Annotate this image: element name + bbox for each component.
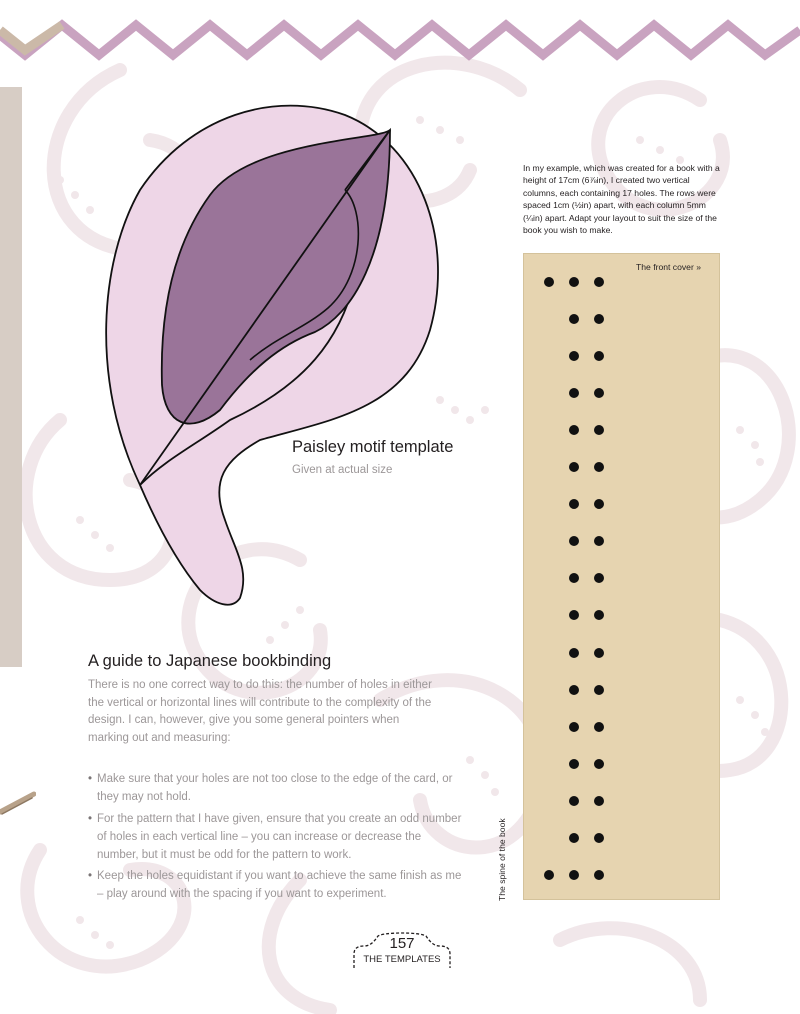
twig-decoration [0, 788, 36, 818]
binding-hole [594, 314, 604, 324]
binding-hole [594, 536, 604, 546]
binding-hole [594, 759, 604, 769]
bullet-icon: • [88, 870, 93, 882]
binding-hole [569, 573, 579, 583]
binding-hole [569, 314, 579, 324]
front-cover-hole-template [523, 253, 720, 900]
binding-hole [569, 536, 579, 546]
guide-title: A guide to Japanese bookbinding [88, 652, 332, 670]
motif-title: Paisley motif template [292, 438, 454, 456]
binding-hole [569, 759, 579, 769]
binding-hole [569, 833, 579, 843]
binding-hole [594, 573, 604, 583]
binding-hole [594, 610, 604, 620]
guide-intro: There is no one correct way to do this: the number of holes in either the vertical or horizontal lines will contribute to the complexity of the design. I can, however, give you some general pointers when marking out and measuring: [88, 679, 432, 744]
binding-hole [594, 685, 604, 695]
binding-hole [569, 722, 579, 732]
guide-bullet-list [88, 770, 463, 907]
motif-subtitle: Given at actual size [292, 464, 393, 476]
zigzag-border [0, 0, 800, 70]
binding-hole [569, 462, 579, 472]
page-tab [352, 930, 452, 970]
binding-hole [569, 796, 579, 806]
binding-hole [594, 351, 604, 361]
bullet-icon: • [88, 812, 93, 825]
binding-hole [569, 685, 579, 695]
spine-label: The spine of the book [497, 818, 507, 901]
binding-hole [569, 351, 579, 361]
list-item [88, 867, 463, 903]
binding-hole [594, 796, 604, 806]
binding-hole [594, 648, 604, 658]
binding-hole [594, 870, 604, 880]
binding-hole [544, 277, 554, 287]
paisley-motif-template [100, 100, 445, 615]
binding-hole [594, 722, 604, 732]
binding-hole [594, 462, 604, 472]
binding-hole [569, 610, 579, 620]
bullet-text: Keep the holes equidistant if you want to achieve the same finish as me – play around with the spacing if you want to experiment. [97, 870, 462, 900]
example-description: In my example, which was created for a book with a height of 17cm (6⅞in), I created two vertical columns, each containing 17 holes. The rows were spaced 1cm (½in) apart, with each column 5mm (¼in) apart. Adapt your layout to suit the size of the book you wish to make. [523, 163, 720, 236]
binding-hole [594, 833, 604, 843]
binding-hole [569, 425, 579, 435]
page-number: 157 [389, 935, 415, 952]
binding-hole [594, 277, 604, 287]
binding-hole [594, 388, 604, 398]
list-item [88, 810, 463, 864]
bullet-icon: • [88, 773, 93, 785]
section-name: THE TEMPLATES [363, 954, 441, 965]
binding-hole [569, 388, 579, 398]
binding-hole [569, 648, 579, 658]
list-item [88, 770, 463, 806]
binding-hole [594, 499, 604, 509]
binding-hole [569, 499, 579, 509]
binding-hole [569, 870, 579, 880]
bullet-text: Make sure that your holes are not too close to the edge of the card, or they may not hold. [97, 773, 453, 803]
binding-hole [594, 425, 604, 435]
side-strip [0, 87, 22, 667]
front-cover-label: The front cover » [636, 262, 701, 272]
binding-hole [544, 870, 554, 880]
bullet-text: For the pattern that I have given, ensure that you create an odd number of holes in each vertical line – you can increase or decrease the number, but it must be odd for the pattern to work. [97, 812, 462, 861]
binding-hole [569, 277, 579, 287]
